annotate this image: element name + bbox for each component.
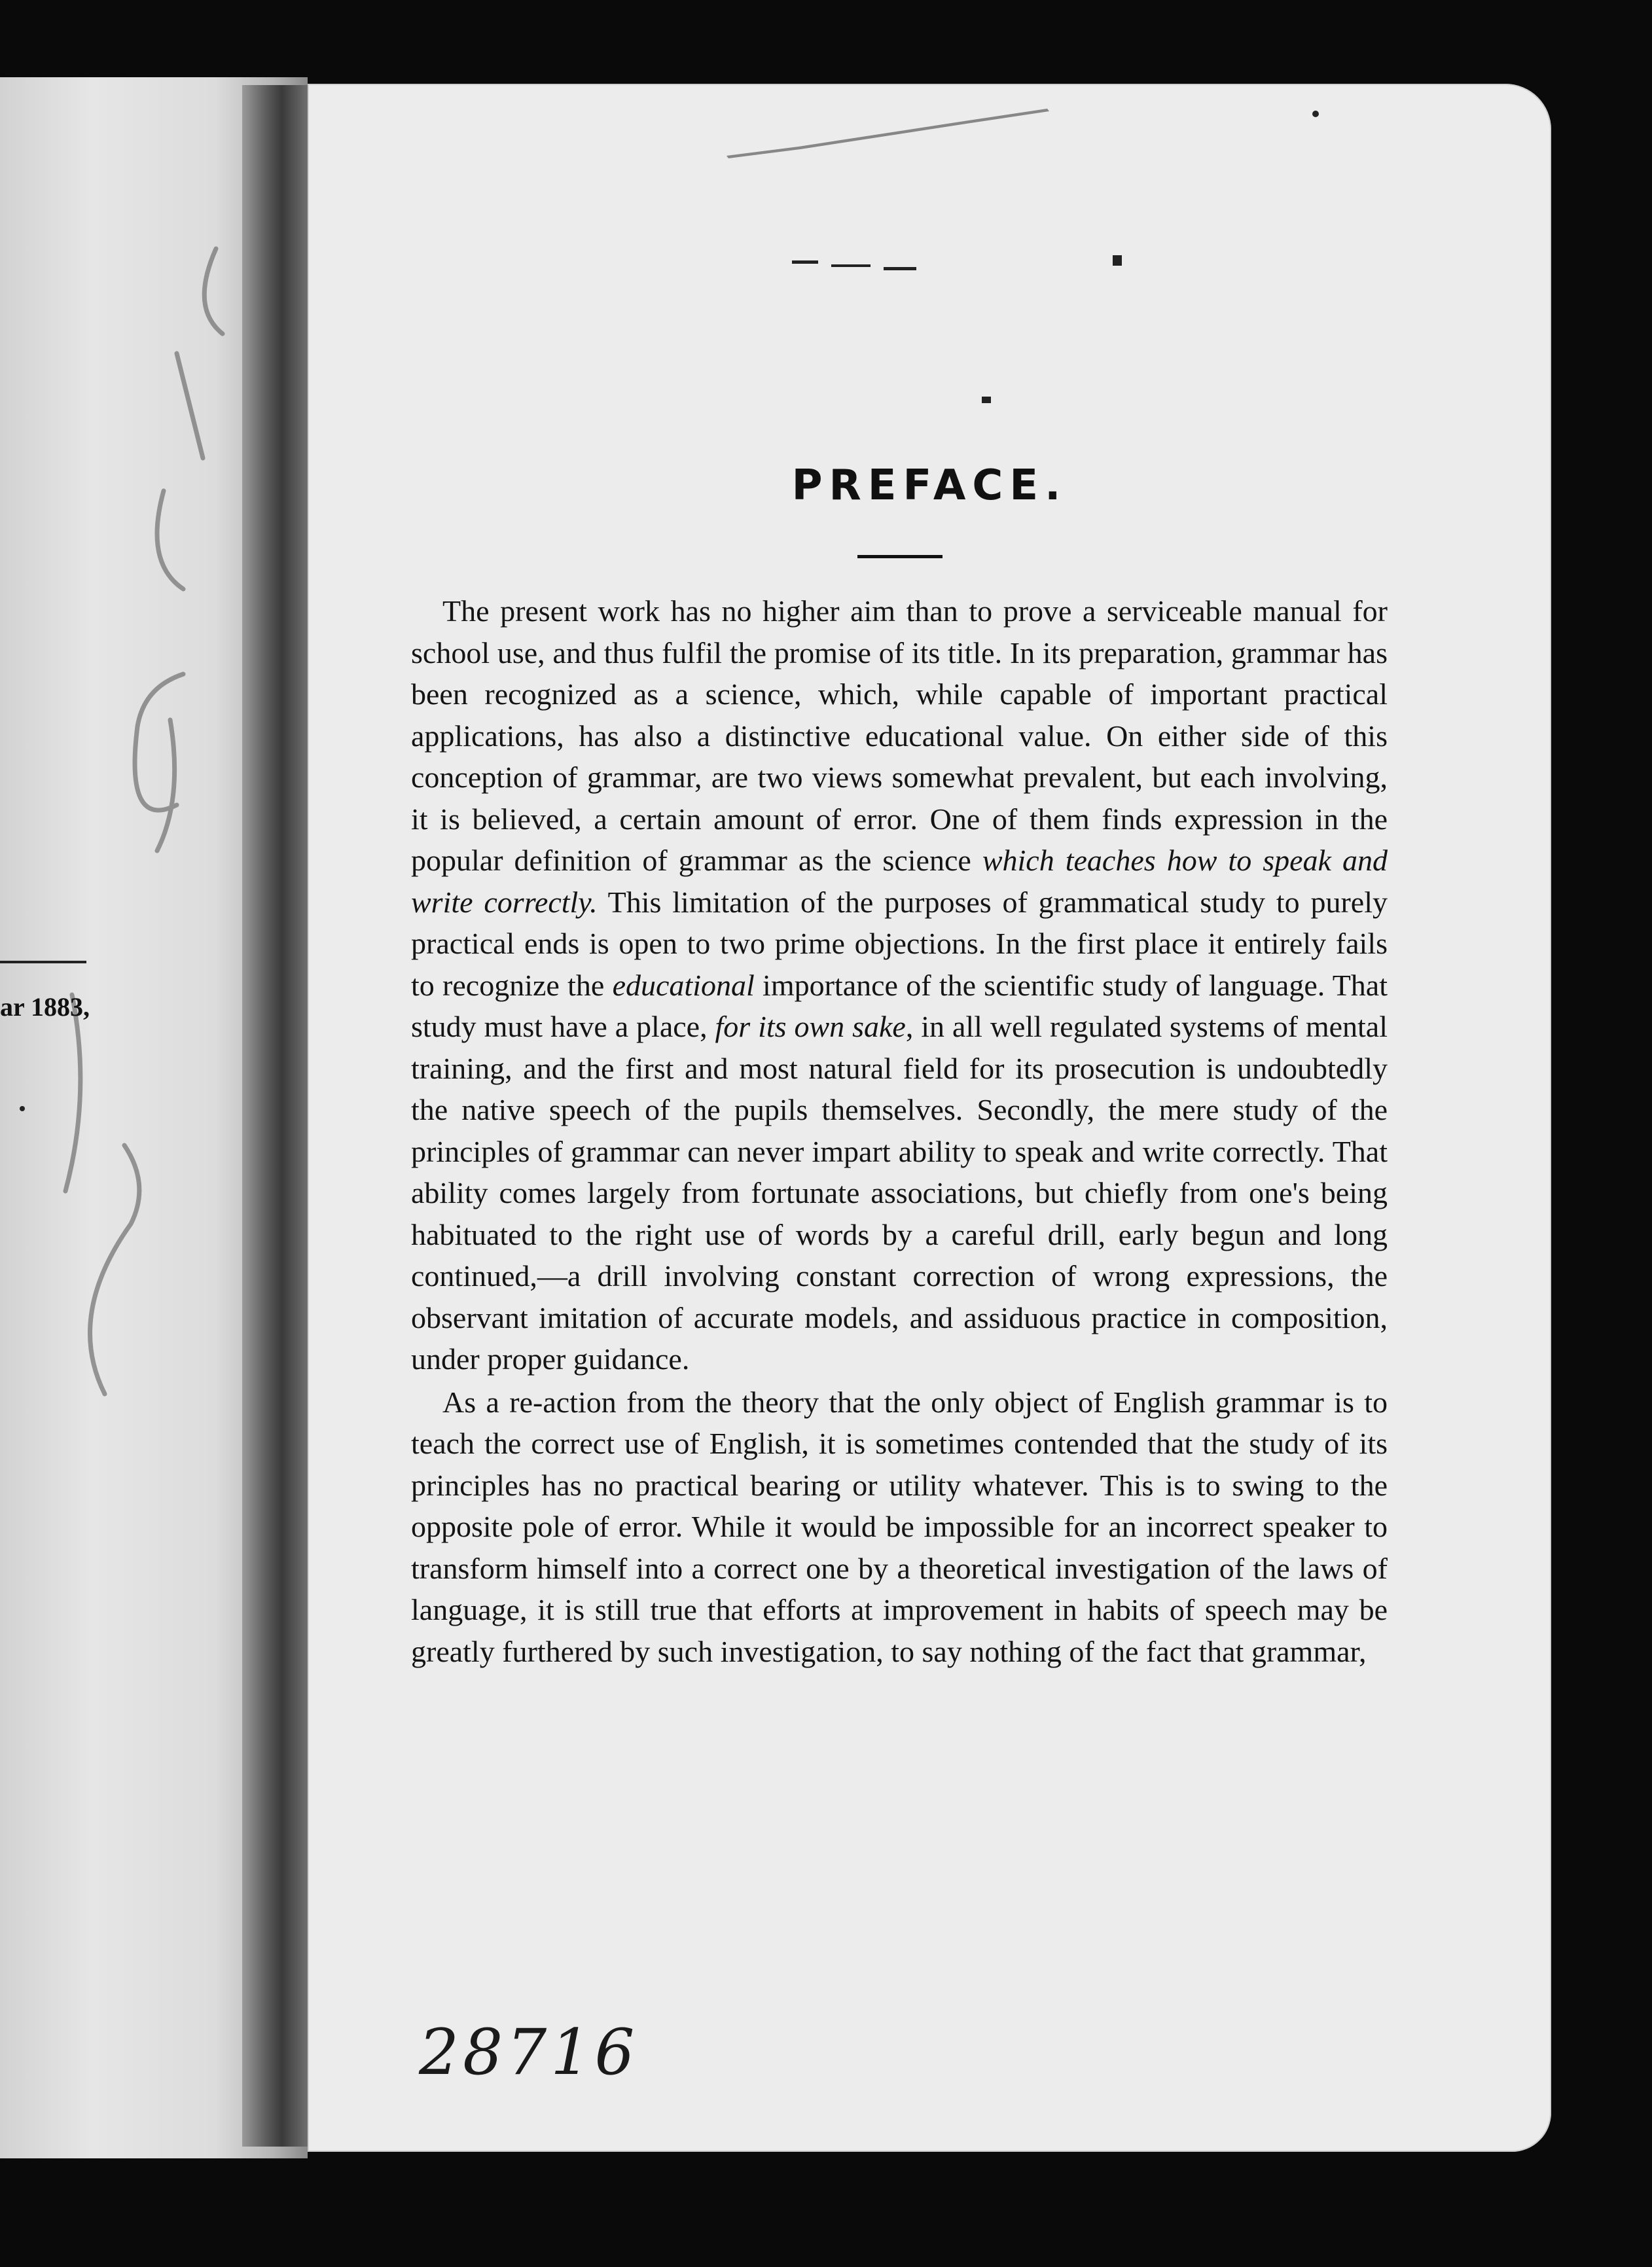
italic-phrase: which teaches how to speak and write correctly. <box>411 844 1388 919</box>
handwritten-margin-note <box>26 118 262 1558</box>
italic-phrase: educational <box>612 968 755 1002</box>
text-run: The present work has no higher aim than to prove a serviceable manual for school use, and thus fulfil the promise of its title. In its preparation, grammar has been recognized as a science, which, while capable of important practical applications, has also a distinctive educational value. On either side of this conception of grammar, are two views somewhat prevalent, but each involving, it is believed, a certain amount of error. One of them finds expression in the popular definition of grammar as the science <box>411 594 1388 877</box>
left-page-rule <box>0 961 86 963</box>
left-page-text-fragment: ar 1883, <box>0 992 90 1022</box>
title-rule <box>857 555 943 558</box>
text-run: This limitation of the purposes of grammatical study to purely practical ends is open to two prime objections. In the first place it entirely fails to recognize the <box>411 885 1388 1002</box>
text-run: importance of the scientific study of language. That study must have a place, <box>411 968 1388 1043</box>
preface-body <box>411 590 1388 1672</box>
book-gutter <box>242 85 314 2147</box>
text-run: , in all well regulated systems of mental training, and the first and most natural field for its prosecution is undoubtedly the native speech of the pupils themselves. Secondly, the mere study of the principles of grammar can never impart ability to speak and write correctly. That ability comes largely from fortunate associations, but chiefly from one's being habituated to the right use of words by a careful drill, early begun and long continued,—a drill involving constant correction of wrong expressions, the observant imitation of accurate models, and assiduous practice in composition, under proper guidance. <box>411 1010 1388 1376</box>
left-page-dot <box>20 1106 25 1111</box>
text-run: As a re-action from the theory that the only object of English grammar is to teach the correct use of English, it is sometimes contended that the study of its principles has no practical bearing or utility whatever. This is to swing to the opposite pole of error. While it would be impossible for an incorrect speaker to transform himself into a correct one by a theoretical investigation of the laws of language, it is still true that efforts at improvement in habits of speech may be greatly furthered by such investigation, to say nothing of the fact that grammar, <box>411 1385 1388 1668</box>
italic-phrase: for its own sake <box>715 1010 906 1043</box>
body-paragraph <box>411 1382 1388 1673</box>
handwritten-catalog-number: 28716 <box>419 2016 639 2089</box>
page-title: PREFACE. <box>791 461 1068 510</box>
body-paragraph <box>411 590 1388 1380</box>
